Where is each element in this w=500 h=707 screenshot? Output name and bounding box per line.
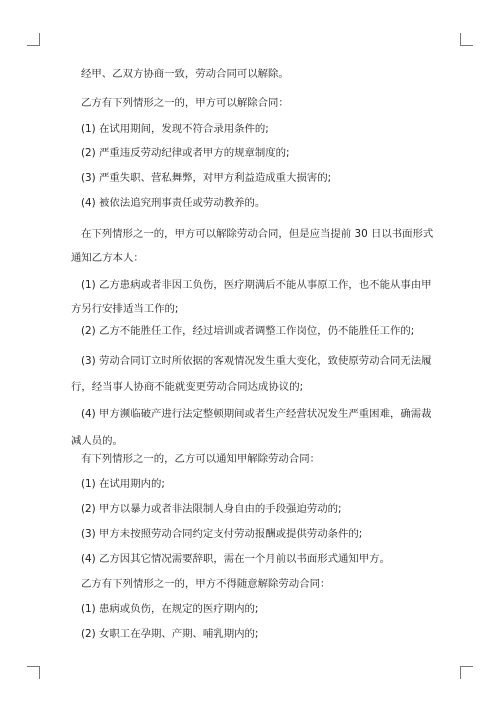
paragraph: 有下列情形之一的，乙方可以通知甲解除劳动合同： [81,453,320,465]
list-item: (4) 甲方濒临破产进行法定整顿期间或者生产经营状况发生严重困难，确需裁减人员的。 [71,408,432,447]
paragraph: 经甲、乙双方协商一致，劳动合同可以解除。 [81,68,289,80]
list-item: (3) 甲方未按照劳动合同约定支付劳动报酬或提供劳动条件的; [81,528,363,540]
list-item: (3) 劳动合同订立时所依据的客观情况发生重大变化，致使原劳动合同无法履行，经当事人协商不能就变更劳动合同达成协议的; [71,355,432,393]
list-item: (2) 乙方不能胜任工作，经过培训或者调整工作岗位，仍不能胜任工作的; [81,325,415,337]
crop-mark-bottom-right [460,666,473,679]
crop-mark-bottom-left [27,666,40,679]
crop-mark-top-left [27,33,40,46]
list-item: (2) 女职工在孕期、产期、哺乳期内的; [81,628,259,640]
list-item: (4) 乙方因其它情况需要辞职，需在一个月前以书面形式通知甲方。 [81,553,390,565]
list-item: (1) 在试用期内的; [81,478,165,490]
list-item: (1) 患病或负伤，在规定的医疗期内的; [81,603,259,615]
list-item: (4) 被依法追究刑事责任或劳动教养的。 [81,197,266,209]
list-item: (1) 在试用期间，发现不符合录用条件的; [81,123,269,135]
list-item: (3) 严重失职、营私舞弊，对甲方利益造成重大损害的; [81,172,332,184]
list-item: (1) 乙方患病或者非因工负伤，医疗期满后不能从事原工作，也不能从事由甲方另行安排适当工作的; [71,279,432,315]
crop-mark-top-right [460,33,473,46]
paragraph: 乙方有下列情形之一的，甲方可以解除合同： [81,97,289,109]
paragraph: 乙方有下列情形之一的，甲方不得随意解除劳动合同： [81,578,331,590]
list-item: (2) 甲方以暴力或者非法限制人身自由的手段强迫劳动的; [81,503,342,515]
paragraph: 在下列情形之一的，甲方可以解除劳动合同，但是应当提前 30 日以书面形式通知乙方本人： [71,228,434,264]
list-item: (2) 严重违反劳动纪律或者甲方的规章制度的; [81,147,290,159]
